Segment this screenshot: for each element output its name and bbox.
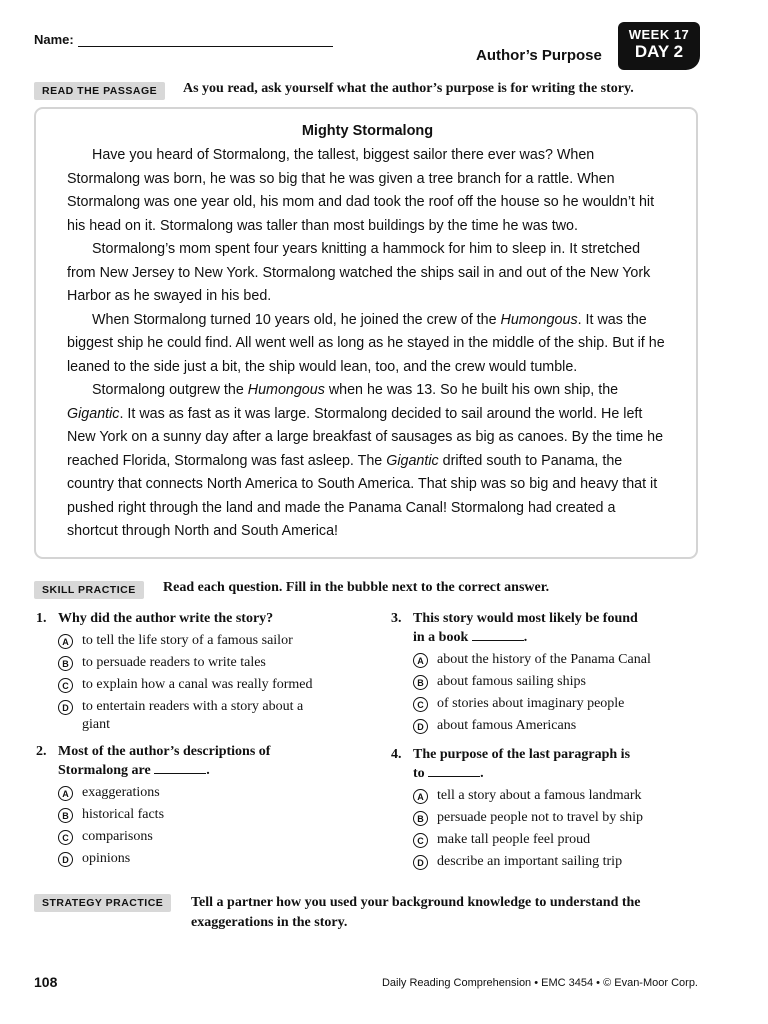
question-text: This story would most likely be found: [413, 611, 638, 626]
question-stem: [391, 610, 721, 628]
answer-option[interactable]: [36, 850, 366, 868]
bubble-c-icon[interactable]: C: [58, 830, 73, 845]
passage-paragraph: Stormalong’s mom spent four years knitting a hammock for him to sleep in. It stretched from New Jersey to New York. Stormalong watched the ships sail in and out of the New York Harbor as he swayed in his bed.: [67, 241, 651, 304]
bubble-b-icon[interactable]: B: [58, 808, 73, 823]
passage-paragraph: Have you heard of Stormalong, the tallest, biggest sailor there ever was? When Stormalong was born, he was so big that he was given a tree branch for a rattle. When Stormalong was one year old, his mom and dad took the roof off the house so he wouldn’t hit his head on it. Stormalong was taller than most buildings by the time he was two.: [67, 147, 655, 234]
answer-option[interactable]: [391, 651, 721, 669]
passage-paragraph: [67, 309, 668, 380]
answer-option[interactable]: [36, 632, 366, 650]
question-stem: [36, 610, 366, 628]
question-1: [36, 610, 366, 734]
week-label: WEEK 17: [628, 27, 690, 42]
option-text: to tell the life story of a famous sailor: [82, 633, 293, 648]
question-stem-continued: [391, 628, 721, 647]
bubble-a-icon[interactable]: A: [413, 789, 428, 804]
question-text: to: [413, 766, 425, 781]
bubble-b-icon[interactable]: B: [413, 811, 428, 826]
passage-text: drifted south to Panama, the country that connects North America to South America. That ship was so big and heavy that it pushed right through the land and made the Panama Canal! Stormalong had created a shortcut through North and South America!: [67, 452, 658, 539]
name-field[interactable]: [34, 32, 333, 47]
option-text: to entertain readers with a story about a giant: [82, 699, 304, 732]
bubble-b-icon[interactable]: B: [413, 675, 428, 690]
answer-option[interactable]: [391, 809, 721, 827]
option-text: describe an important sailing trip: [437, 854, 623, 869]
bubble-c-icon[interactable]: C: [413, 833, 428, 848]
answer-option[interactable]: [391, 787, 721, 805]
question-text: Stormalong are: [58, 763, 151, 778]
question-2: [36, 743, 366, 868]
question-number: 2.: [36, 744, 47, 759]
question-number: 4.: [391, 747, 402, 762]
option-text: about the history of the Panama Canal: [437, 652, 651, 667]
ship-name: Gigantic: [67, 405, 120, 422]
question-stem: [391, 746, 721, 764]
answer-option[interactable]: [36, 676, 366, 694]
question-stem: [36, 743, 366, 761]
option-text: comparisons: [82, 829, 153, 844]
name-label: Name:: [34, 32, 74, 47]
bubble-d-icon[interactable]: D: [413, 719, 428, 734]
passage-text: . It was as fast as it was large. Stormalong decided to sail around the world. He left New York on a sunny day after a large breakfast of sausages as big as canoes. By the time he reached Florida, Stormalong was fast asleep. The: [67, 405, 664, 469]
question-text: .: [206, 763, 210, 778]
answer-blank: [472, 628, 524, 641]
question-text: in a book: [413, 630, 469, 645]
answer-blank: [154, 761, 206, 774]
answer-option[interactable]: [36, 806, 366, 824]
option-text: of stories about imaginary people: [437, 696, 625, 711]
question-stem-continued: [391, 764, 721, 783]
passage-text: Stormalong outgrew the: [92, 382, 248, 398]
page-title: Author’s Purpose: [476, 47, 602, 64]
bubble-a-icon[interactable]: A: [58, 634, 73, 649]
passage-paragraph: [67, 379, 668, 544]
question-text: Why did the author write the story?: [58, 611, 274, 626]
option-text: exaggerations: [82, 785, 160, 800]
footer-credit: Daily Reading Comprehension • EMC 3454 • © Evan-Moor Corp.: [381, 977, 698, 989]
passage-text: . It was the biggest ship he could find. All went well as long as he stayed in the middle of the ship. But if he leaned to the side just a bit, the ship would lean, too, and the crew would tumble.: [67, 311, 665, 375]
option-text: historical facts: [82, 807, 165, 822]
day-label: DAY 2: [634, 42, 684, 61]
read-passage-instruction: As you read, ask yourself what the author’s purpose is for writing the story.: [183, 81, 634, 96]
skill-practice-instruction: Read each question. Fill in the bubble next to the correct answer.: [163, 580, 550, 595]
passage-text: When Stormalong turned 10 years old, he joined the crew of the: [92, 311, 501, 328]
option-text: make tall people feel proud: [437, 832, 591, 847]
answer-option[interactable]: [391, 853, 721, 871]
question-4: [391, 746, 721, 871]
bubble-c-icon[interactable]: C: [58, 678, 73, 693]
passage-text: when he was 13. So he built his own ship, the: [324, 382, 619, 398]
bubble-a-icon[interactable]: A: [413, 653, 428, 668]
answer-option[interactable]: [36, 784, 366, 802]
bubble-b-icon[interactable]: B: [58, 656, 73, 671]
answer-option[interactable]: [391, 717, 721, 735]
answer-option[interactable]: [36, 698, 326, 734]
option-text: tell a story about a famous landmark: [437, 788, 642, 803]
week-day-badge: [618, 22, 700, 70]
question-text: The purpose of the last paragraph is: [413, 747, 631, 762]
bubble-d-icon[interactable]: D: [413, 855, 428, 870]
skill-practice-label: SKILL PRACTICE: [34, 581, 144, 599]
passage-title: Mighty Stormalong: [301, 123, 434, 139]
answer-option[interactable]: [391, 695, 721, 713]
read-passage-label: READ THE PASSAGE: [34, 82, 165, 100]
answer-option[interactable]: [36, 828, 366, 846]
question-text: .: [480, 766, 484, 781]
bubble-d-icon[interactable]: D: [58, 852, 73, 867]
answer-blank: [428, 764, 480, 777]
bubble-a-icon[interactable]: A: [58, 786, 73, 801]
option-text: to explain how a canal was really formed: [82, 677, 313, 692]
answer-option[interactable]: [391, 831, 721, 849]
ship-name: Gigantic: [386, 452, 439, 469]
passage-box: [34, 107, 698, 559]
passage-body: [67, 144, 668, 544]
strategy-practice-instruction: Tell a partner how you used your background knowledge to understand the exaggerations in the story.: [191, 895, 641, 930]
question-stem-continued: [36, 761, 366, 780]
question-text: .: [523, 630, 528, 645]
ship-name: Humongous: [247, 382, 325, 398]
option-text: persuade people not to travel by ship: [437, 810, 644, 825]
question-text: Most of the author’s descriptions of: [58, 744, 271, 759]
strategy-practice-label: STRATEGY PRACTICE: [34, 894, 171, 912]
bubble-c-icon[interactable]: C: [413, 697, 428, 712]
bubble-d-icon[interactable]: D: [58, 700, 73, 715]
question-3: [391, 610, 721, 735]
answer-option[interactable]: [36, 654, 366, 672]
name-line[interactable]: [78, 34, 333, 47]
question-number: 3.: [391, 611, 402, 626]
ship-name: Humongous: [500, 311, 578, 328]
page-number: 108: [34, 974, 58, 990]
option-text: about famous sailing ships: [437, 674, 586, 689]
option-text: opinions: [82, 851, 131, 866]
option-text: to persuade readers to write tales: [82, 655, 266, 670]
answer-option[interactable]: [391, 673, 721, 691]
option-text: about famous Americans: [437, 718, 577, 733]
question-number: 1.: [36, 611, 47, 626]
